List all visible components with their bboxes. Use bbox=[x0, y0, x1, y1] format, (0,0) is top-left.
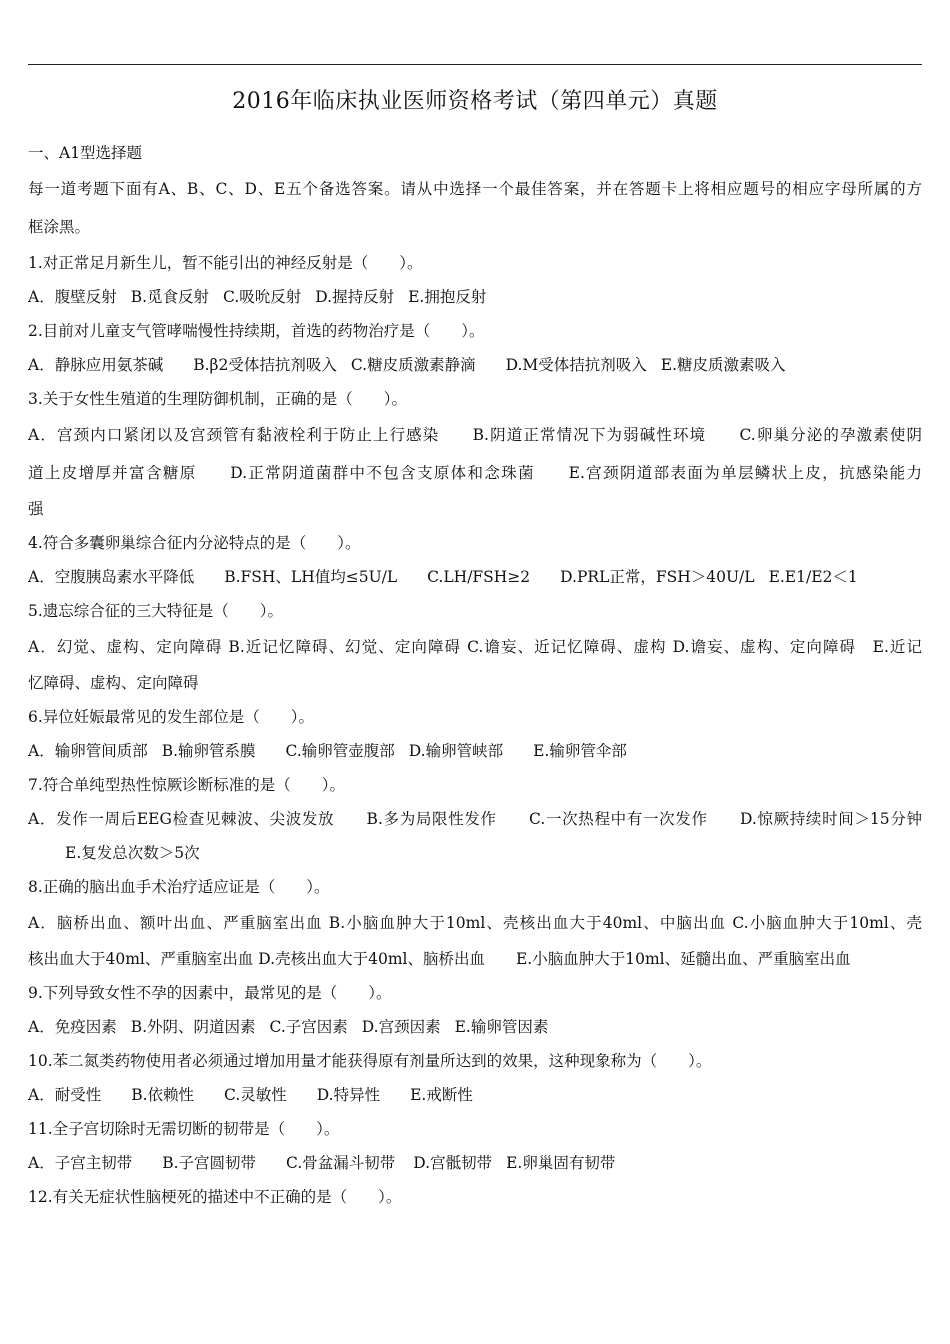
option: D.宫颈因素 bbox=[361, 1018, 441, 1036]
question-options: 道上皮增厚并富含糖原 D.正常阴道菌群中不包含支原体和念珠菌 E.宫颈阴道部表面为单层鳞状上皮，抗感染能力 bbox=[28, 464, 922, 482]
question-stem: 9.下列导致女性不孕的因素中，最常见的是（ ）。 bbox=[28, 984, 392, 1002]
option: C.骨盆漏斗韧带 bbox=[286, 1154, 396, 1172]
option: E.E1/E2＜1 bbox=[768, 568, 858, 586]
question-options: 忆障碍、虚构、定向障碍 bbox=[28, 674, 199, 692]
question-stem: 1.对正常足月新生儿，暂不能引出的神经反射是（ ）。 bbox=[28, 254, 423, 272]
question-options: A．幻觉、虚构、定向障碍 B.近记忆障碍、幻觉、定向障碍 C.谵妄、近记忆障碍、虚构 D.谵妄、虚构、定向障碍 E.近记 bbox=[28, 638, 922, 656]
question-options bbox=[28, 348, 922, 382]
question-stem: 12.有关无症状性脑梗死的描述中不正确的是（ ）。 bbox=[28, 1188, 402, 1206]
section-heading: 一、A1型选择题 bbox=[28, 144, 143, 162]
question-stem: 7.符合单纯型热性惊厥诊断标准的是（ ）。 bbox=[28, 776, 346, 794]
option: B.β2受体拮抗剂吸入 bbox=[193, 356, 337, 374]
option: A．免疫因素 bbox=[28, 1018, 117, 1036]
option: C.吸吮反射 bbox=[223, 288, 302, 306]
option: E.输卵管伞部 bbox=[533, 742, 627, 760]
question-options: 强 bbox=[28, 500, 44, 518]
option: B.FSH、LH值均≤5U/L bbox=[224, 568, 398, 586]
question-options bbox=[28, 560, 922, 594]
option: C.子宫因素 bbox=[269, 1018, 348, 1036]
option: D.宫骶韧带 bbox=[413, 1154, 493, 1172]
option: B.觅食反射 bbox=[130, 288, 210, 306]
option: E.卵巢固有韧带 bbox=[506, 1154, 616, 1172]
option: D.握持反射 bbox=[315, 288, 395, 306]
option: C.输卵管壶腹部 bbox=[285, 742, 395, 760]
option: A．静脉应用氨茶碱 bbox=[28, 356, 164, 374]
page-title: 2016年临床执业医师资格考试（第四单元）真题 bbox=[232, 89, 718, 114]
option: B.外阴、阴道因素 bbox=[130, 1018, 256, 1036]
option: E.糖皮质激素吸入 bbox=[660, 356, 786, 374]
option: E.拥抱反射 bbox=[408, 288, 487, 306]
question-stem: 8.正确的脑出血手术治疗适应证是（ ）。 bbox=[28, 878, 330, 896]
option: D.输卵管峡部 bbox=[408, 742, 504, 760]
instruction-line: 每一道考题下面有A、B、C、D、E五个备选答案。请从中选择一个最佳答案，并在答题卡上将相应题号的相应字母所属的方 bbox=[28, 180, 922, 198]
option: A．空腹胰岛素水平降低 bbox=[28, 568, 195, 586]
option: B.输卵管系膜 bbox=[161, 742, 256, 760]
question-options bbox=[28, 1078, 922, 1112]
question-stem: 11.全子宫切除时无需切断的韧带是（ ）。 bbox=[28, 1120, 340, 1138]
instruction-line: 框涂黑。 bbox=[28, 218, 91, 236]
header-rule bbox=[28, 64, 922, 65]
question-stem: 2.目前对儿童支气管哮喘慢性持续期，首选的药物治疗是（ ）。 bbox=[28, 322, 485, 340]
option: A．耐受性 bbox=[28, 1086, 102, 1104]
option: D.M受体拮抗剂吸入 bbox=[505, 356, 647, 374]
question-options: 核出血大于40ml、严重脑室出血 D.壳核出血大于40ml、脑桥出血 E.小脑血肿大于10ml、延髓出血、严重脑室出血 bbox=[28, 950, 851, 968]
option: E.输卵管因素 bbox=[454, 1018, 549, 1036]
question-options bbox=[28, 734, 922, 768]
option: A．子宫主韧带 bbox=[28, 1154, 133, 1172]
question-stem: 4.符合多囊卵巢综合征内分泌特点的是（ ）。 bbox=[28, 534, 361, 552]
question-stem: 6.异位妊娠最常见的发生部位是（ ）。 bbox=[28, 708, 315, 726]
question-stem: 3.关于女性生殖道的生理防御机制，正确的是（ ）。 bbox=[28, 390, 408, 408]
option: C.糖皮质激素静滴 bbox=[350, 356, 476, 374]
option: E.戒断性 bbox=[410, 1086, 473, 1104]
question-options: E.复发总次数＞5次 bbox=[65, 844, 200, 862]
question-options bbox=[28, 1146, 922, 1180]
option: C.LH/FSH≥2 bbox=[427, 568, 531, 586]
option: A．输卵管间质部 bbox=[28, 742, 148, 760]
option: B.子宫圆韧带 bbox=[162, 1154, 257, 1172]
question-options: A．发作一周后EEG检查见棘波、尖波发放 B.多为局限性发作 C.一次热程中有一次发作 D.惊厥持续时间＞15分钟 bbox=[28, 810, 922, 828]
exam-content bbox=[28, 136, 922, 1214]
option: A．腹壁反射 bbox=[28, 288, 117, 306]
option: D.PRL正常，FSH＞40U/L bbox=[560, 568, 755, 586]
question-stem: 10.苯二氮类药物使用者必须通过增加用量才能获得原有剂量所达到的效果，这种现象称为（ ）。 bbox=[28, 1052, 712, 1070]
question-options bbox=[28, 280, 922, 314]
question-options: A．脑桥出血、额叶出血、严重脑室出血 B.小脑血肿大于10ml、壳核出血大于40ml、中脑出血 C.小脑血肿大于10ml、壳 bbox=[28, 914, 922, 932]
option: D.特异性 bbox=[316, 1086, 381, 1104]
question-options bbox=[28, 1010, 922, 1044]
option: C.灵敏性 bbox=[224, 1086, 287, 1104]
option: B.依赖性 bbox=[131, 1086, 195, 1104]
question-stem: 5.遗忘综合征的三大特征是（ ）。 bbox=[28, 602, 284, 620]
question-options: A．宫颈内口紧闭以及宫颈管有黏液栓利于防止上行感染 B.阴道正常情况下为弱碱性环境 C.卵巢分泌的孕激素使阴 bbox=[28, 426, 922, 444]
